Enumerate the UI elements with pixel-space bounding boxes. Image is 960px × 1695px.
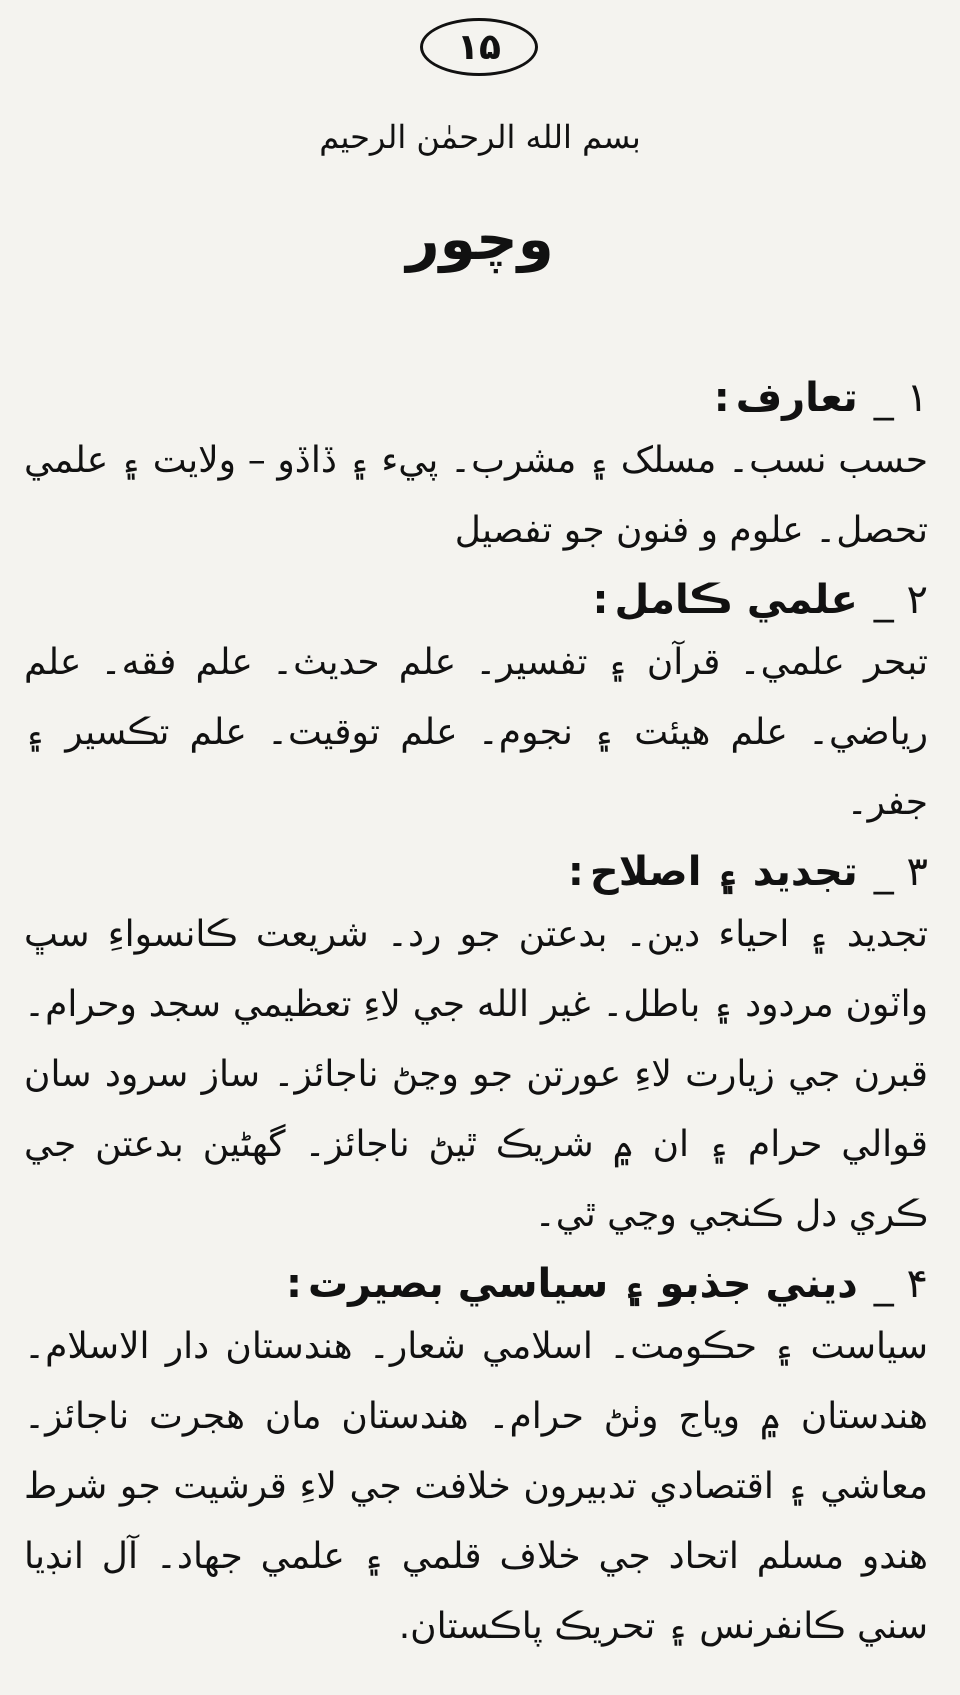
section-4 [24, 1256, 928, 1662]
section-3 [24, 844, 928, 1250]
heading-colon: : [592, 577, 609, 623]
page-title: وچور [406, 205, 554, 273]
section-number: ۲ _ [873, 577, 928, 623]
section-body: حسب نسب۔ مسلک ۽ مشرب۔ پيء ۽ ڏاڏو – ولايت ۽ علمي تحصل۔ علوم و فنون جو تفصيل [24, 440, 928, 551]
section-body: تجديد ۽ احياء دين۔ بدعتن جو رد۔ شريعت ڪانسواءِ سڀ واٽون مردود ۽ باطل۔ غير الله جي لاءِ تعظيمي سجد وحرام۔ قبرن جي زيارت لاءِ عورتن جو وڃڻ ناجائز۔ ساز سرود سان قوالي حرام ۽ ان ۾ شريڪ ٿيڻ ناجائز۔ گهڻين بدعتن جي ڪري دل ڪنجي وڃي ٿي۔ [24, 914, 928, 1235]
page-number: ۱۵ [420, 18, 538, 76]
section-body: سياست ۽ حڪومت۔ اسلامي شعار۔ هندستان دار الاسلام۔ هندستان ۾ وياج وٺڻ حرام۔ هندستان مان هجرت ناجائز۔ معاشي ۽ اقتصادي تدبيرون خلافت جي لاءِ قرشيت جو شرط هندو مسلم اتحاد جي خلاف قلمي ۽ علمي جهاد۔ آل انڊيا سني ڪانفرنس ۽ تحريڪ پاڪستان. [24, 1326, 928, 1647]
section-title: تجديد ۽ اصلاح [589, 849, 858, 895]
section-2 [24, 572, 928, 838]
section-heading [24, 1256, 928, 1312]
section-title: تعارف [735, 375, 858, 421]
section-number: ۳ _ [873, 849, 928, 895]
section-heading [24, 844, 928, 900]
bismillah: بسم الله الرحمٰن الرحيم [319, 118, 641, 156]
section-heading [24, 370, 928, 426]
section-title: علمي ڪامل [614, 577, 858, 623]
heading-colon: : [285, 1261, 302, 1307]
section-number: ۱ _ [873, 375, 928, 421]
heading-colon: : [567, 849, 584, 895]
section-title: ديني جذبو ۽ سياسي بصيرت [307, 1261, 858, 1307]
sections [24, 370, 928, 1668]
section-heading [24, 572, 928, 628]
section-number: ۴ _ [873, 1261, 928, 1307]
section-1 [24, 370, 928, 566]
heading-colon: : [713, 375, 730, 421]
section-body: تبحر علمي۔ قرآن ۽ تفسير۔ علم حديث۔ علم فقه۔ علم رياضي۔ علم هيئت ۽ نجوم۔ علم توقيت۔ علم تڪسير ۽ جفر۔ [24, 642, 928, 823]
